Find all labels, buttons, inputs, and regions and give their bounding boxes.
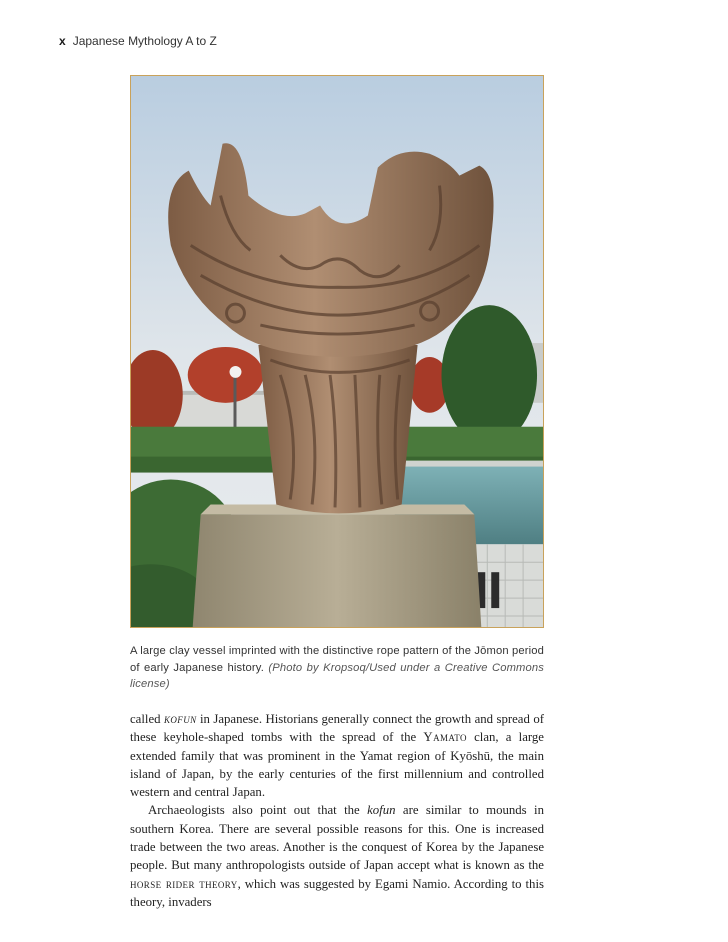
green-tree — [441, 305, 537, 444]
book-title: Japanese Mythology A to Z — [72, 34, 217, 48]
paragraph — [130, 801, 544, 911]
photo-credit: (Photo by Kropsoq/Used under a Creative Commons license) — [130, 661, 544, 691]
text-run: clan, a large extended family that was prominent in the Yamat region of Kyōshū, the main island of Japan, by the early centuries of the first millennium and controlled western and central Japan. — [130, 730, 544, 800]
paragraph — [130, 710, 544, 801]
text-run: are similar to mounds in southern Korea. There are several possible reasons for this. One is increased trade between the two areas. Another is the conquest of Korea by the Japanese people. But many anthropologists outside of Japan accept what is known as the — [130, 803, 544, 873]
photo-caption — [130, 643, 544, 693]
caption-text: A large clay vessel imprinted with the distinctive rope pattern of the Jōmon period of early Japanese history. — [130, 645, 544, 674]
red-tree — [188, 347, 264, 403]
term-yamato: Yamato — [423, 730, 467, 745]
running-head — [59, 34, 217, 48]
text-run: , which was suggested by Egami Namio. According to this theory, invaders — [130, 876, 544, 909]
text-run: called — [130, 712, 164, 726]
term-kofun: kofun — [367, 803, 396, 818]
term-horse-rider-theory: horse rider theory — [130, 876, 238, 891]
term-kofun: kofun — [164, 712, 197, 726]
vessel-photo-illustration — [131, 76, 543, 627]
page-number: x — [59, 34, 66, 48]
vessel-photo — [130, 75, 544, 628]
text-run: Archaeologists also point out that the — [148, 803, 368, 818]
vessel-stem — [258, 345, 417, 513]
text-run: in Japanese. Historians generally connect the growth and spread of these keyhole-shaped tombs with the spread of the — [130, 712, 544, 745]
body-text — [130, 710, 544, 911]
pedestal — [193, 514, 482, 627]
